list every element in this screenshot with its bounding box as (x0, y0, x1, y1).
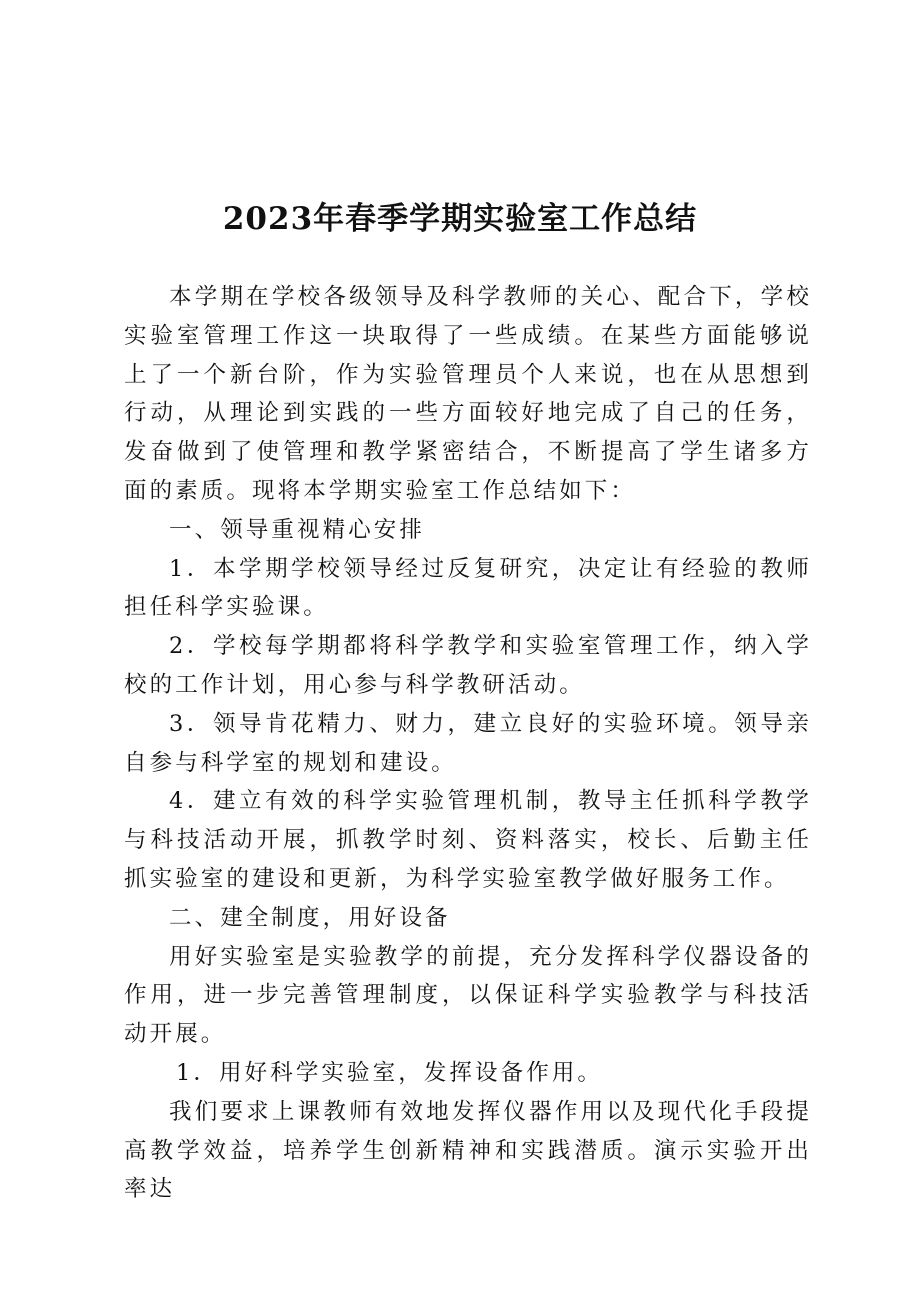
intro-paragraph: 本学期在学校各级领导及科学教师的关心、配合下，学校实验室管理工作这一块取得了一些成绩。在某些方面能够说上了一个新台阶，作为实验管理员个人来说，也在从思想到行动，从理论到实践的一些方面较好地完成了自己的任务，发奋做到了使管理和教学紧密结合，不断提高了学生诸多方面的素质。现将本学期实验室工作总结如下： (124, 284, 812, 504)
list-item: 3．领导肯花精力、财力，建立良好的实验环境。领导亲自参与科学室的规划和建设。 (124, 710, 812, 776)
section-heading-2: 二、建全制度，用好设备 (169, 904, 451, 931)
section-heading-1: 一、领导重视精心安排 (169, 516, 426, 543)
document-title: 2023年春季学期实验室工作总结 (222, 201, 698, 237)
body-paragraph: 我们要求上课教师有效地发挥仪器作用以及现代化手段提高教学效益，培养学生创新精神和实践潜质。演示实验开出率达 (124, 1098, 812, 1203)
list-item: 4．建立有效的科学实验管理机制，教导主任抓科学教学与科技活动开展，抓教学时刻、资料落实，校长、后勤主任抓实验室的建设和更新，为科学实验室教学做好服务工作。 (124, 788, 812, 892)
document-body (124, 278, 812, 1209)
body-paragraph: 用好实验室是实验教学的前提，充分发挥科学仪器设备的作用，进一步完善管理制度，以保证科学实验教学与科技活动开展。 (124, 943, 812, 1048)
list-item: 1．本学期学校领导经过反复研究，决定让有经验的教师担任科学实验课。 (124, 555, 812, 621)
list-item: 2．学校每学期都将科学教学和实验室管理工作，纳入学校的工作计划，用心参与科学教研活动。 (124, 633, 812, 698)
list-item: 1．用好科学实验室，发挥设备作用。 (176, 1059, 604, 1086)
